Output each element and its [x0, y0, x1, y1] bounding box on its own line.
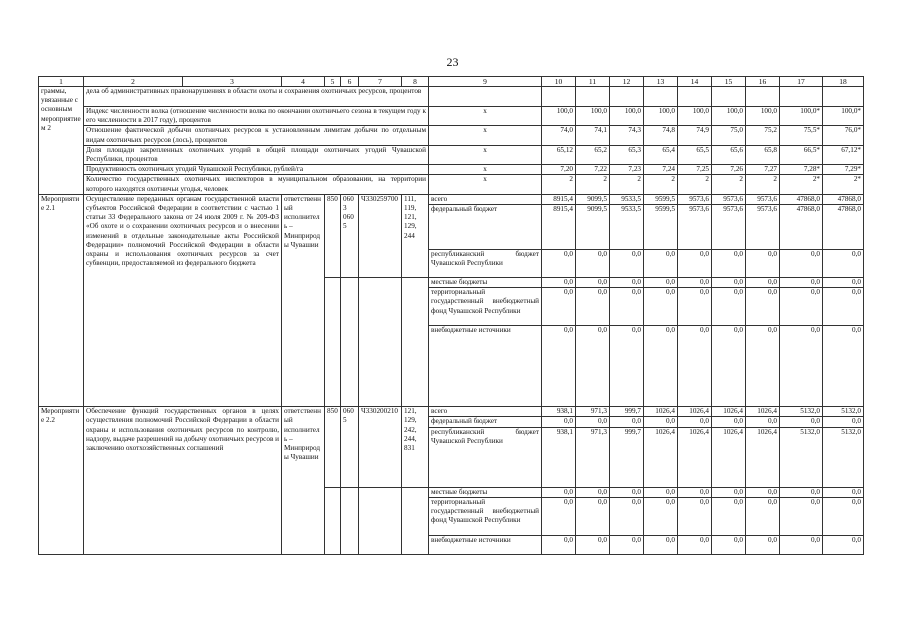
- indicator-x: x: [429, 145, 542, 164]
- indicator-value: 2: [644, 175, 678, 194]
- funding-value: 0,0: [644, 326, 678, 407]
- funding-value: 0,0: [712, 250, 746, 278]
- indicator-value: 65,3: [610, 145, 644, 164]
- funding-source: территориальный государственный внебюджетный фонд Чувашской Республики: [429, 497, 542, 535]
- indicator-row: [39, 87, 864, 107]
- funding-value: 0,0: [576, 487, 610, 497]
- funding-value: 0,0: [746, 288, 780, 326]
- indicator-value: [780, 87, 823, 107]
- funding-value: 0,0: [678, 417, 712, 427]
- funding-value: 0,0: [542, 288, 576, 326]
- column-number-header: 6: [341, 77, 359, 87]
- indicator-value: 75,2: [746, 126, 780, 145]
- indicator-value: [746, 87, 780, 107]
- funding-value: 0,0: [780, 417, 823, 427]
- indicator-value: 7,24: [644, 165, 678, 175]
- funding-value: 0,0: [678, 326, 712, 407]
- indicator-value: 100,0: [746, 107, 780, 126]
- funding-value: 5132,0: [780, 407, 823, 417]
- funding-source: республиканский бюджет Чувашской Республики: [429, 250, 542, 278]
- funding-value: 0,0: [823, 417, 864, 427]
- funding-value: 0,0: [644, 250, 678, 278]
- funding-value: 938,1: [542, 407, 576, 417]
- indicator-value: [823, 87, 864, 107]
- indicator-value: 100,0: [644, 107, 678, 126]
- indicator-value: 65,8: [746, 145, 780, 164]
- empty-code-cell: [325, 487, 341, 554]
- page-number: 23: [446, 55, 459, 69]
- funding-value: 0,0: [576, 535, 610, 554]
- indicator-value: 100,0: [542, 107, 576, 126]
- funding-value: 0,0: [542, 417, 576, 427]
- column-number-header: 14: [678, 77, 712, 87]
- code-expense-type: 121, 129, 242, 244, 831: [402, 407, 429, 487]
- funding-value: 971,3: [576, 407, 610, 417]
- indicator-value: 7,22: [576, 165, 610, 175]
- funding-value: 9573,6: [712, 205, 746, 250]
- column-number-header: 4: [282, 77, 325, 87]
- funding-value: 5132,0: [823, 407, 864, 417]
- indicator-value: 100,0: [712, 107, 746, 126]
- funding-value: 0,0: [823, 535, 864, 554]
- funding-value: 0,0: [712, 487, 746, 497]
- funding-value: 0,0: [712, 326, 746, 407]
- funding-value: 8915,4: [542, 194, 576, 204]
- funding-value: 0,0: [746, 278, 780, 288]
- indicator-value: [542, 87, 576, 107]
- code-section: 0605: [341, 407, 359, 487]
- empty-code-cell: [359, 487, 402, 554]
- funding-value: 0,0: [678, 487, 712, 497]
- indicator-value: 2*: [823, 175, 864, 194]
- column-number-header: 12: [610, 77, 644, 87]
- funding-value: 0,0: [823, 487, 864, 497]
- indicator-value: 7,26: [712, 165, 746, 175]
- funding-value: 0,0: [780, 288, 823, 326]
- indicator-value: [712, 87, 746, 107]
- funding-value: 0,0: [542, 535, 576, 554]
- measure-name: Осуществление переданных органам государственной власти субъектов Российской Федерации в соответствии с частью 1 статьи 33 Федерального закона от 24 июля 2009 г. № 209-ФЗ «Об охоте и о сохранении охотничьих ресурсов и о внесении изменений в отдельные законодательные акты Российской Федерации» полномочий Российской Федерации в области охраны и использования охотничьих ресурсов за счет субвенции, предоставляемой из федерального бюджета: [84, 194, 282, 406]
- funding-value: 1026,4: [746, 407, 780, 417]
- funding-value: 0,0: [823, 497, 864, 535]
- indicator-value: 2: [746, 175, 780, 194]
- header-row: [39, 77, 864, 87]
- funding-source: местные бюджеты: [429, 278, 542, 288]
- funding-value: 0,0: [678, 278, 712, 288]
- empty-code-cell: [402, 487, 429, 554]
- funding-source: территориальный государственный внебюджетный фонд Чувашской Республики: [429, 288, 542, 326]
- indicator-value: [576, 87, 610, 107]
- funding-value: 999,7: [610, 427, 644, 487]
- indicator-value: 65,4: [644, 145, 678, 164]
- funding-value: 9099,5: [576, 194, 610, 204]
- funding-value: 1026,4: [746, 427, 780, 487]
- funding-value: 0,0: [644, 487, 678, 497]
- code-target: Ч330200210: [359, 407, 402, 487]
- column-number-header: 1: [39, 77, 84, 87]
- funding-value: 9573,6: [746, 194, 780, 204]
- funding-value: 0,0: [780, 326, 823, 407]
- indicator-value: 7,25: [678, 165, 712, 175]
- funding-value: 938,1: [542, 427, 576, 487]
- funding-value: 1026,4: [678, 407, 712, 417]
- indicator-text: Продуктивность охотничьих угодий Чувашской Республики, рублей/га: [84, 165, 429, 175]
- funding-value: 9533,5: [610, 194, 644, 204]
- indicator-row: [39, 145, 864, 164]
- funding-value: 0,0: [678, 535, 712, 554]
- indicator-text: Количество государственных охотничьих инспекторов в муниципальном образовании, на территории которого находятся охотничьи угодья, человек: [84, 175, 429, 194]
- funding-row: [39, 407, 864, 417]
- indicator-value: 2: [542, 175, 576, 194]
- indicator-value: 65,2: [576, 145, 610, 164]
- funding-value: 9573,6: [746, 205, 780, 250]
- funding-value: 0,0: [610, 288, 644, 326]
- responsible-executor: ответственный исполнитель – Минприроды Чувашии: [282, 194, 325, 406]
- funding-value: 0,0: [644, 535, 678, 554]
- funding-value: 0,0: [610, 250, 644, 278]
- funding-value: 1026,4: [678, 427, 712, 487]
- indicator-value: 100,0: [610, 107, 644, 126]
- code-expense-type: 111, 119, 121, 129, 244: [402, 194, 429, 277]
- measure-label: Мероприятие 2.1: [39, 194, 84, 406]
- funding-value: 47868,0: [780, 194, 823, 204]
- funding-value: 0,0: [542, 278, 576, 288]
- funding-value: 5132,0: [823, 427, 864, 487]
- empty-code-cell: [325, 278, 341, 407]
- funding-value: 0,0: [678, 250, 712, 278]
- empty-code-cell: [341, 278, 359, 407]
- indicator-row: [39, 126, 864, 145]
- funding-value: 0,0: [823, 326, 864, 407]
- funding-value: 0,0: [644, 417, 678, 427]
- funding-value: 0,0: [746, 250, 780, 278]
- funding-value: 1026,4: [712, 407, 746, 417]
- indicator-value: 65,5: [678, 145, 712, 164]
- indicator-value: [610, 87, 644, 107]
- funding-value: 0,0: [576, 250, 610, 278]
- funding-value: 0,0: [610, 497, 644, 535]
- funding-value: 0,0: [823, 250, 864, 278]
- column-number-header: 2: [84, 77, 183, 87]
- indicator-value: 100,0: [576, 107, 610, 126]
- funding-value: 47868,0: [823, 205, 864, 250]
- code-section: 0603 0605: [341, 194, 359, 277]
- indicator-value: 7,27: [746, 165, 780, 175]
- funding-source: республиканский бюджет Чувашской Республики: [429, 427, 542, 487]
- column-number-header: 5: [325, 77, 341, 87]
- funding-source: всего: [429, 194, 542, 204]
- indicator-value: 100,0*: [823, 107, 864, 126]
- funding-value: 0,0: [780, 487, 823, 497]
- column-number-header: 9: [429, 77, 542, 87]
- program-link-label: граммы, увязанные с основным мероприятием 2: [39, 87, 84, 195]
- funding-value: 8915,4: [542, 205, 576, 250]
- code-grbs: 850: [325, 407, 341, 487]
- indicator-value: 74,3: [610, 126, 644, 145]
- funding-value: 0,0: [542, 250, 576, 278]
- funding-value: 1026,4: [644, 427, 678, 487]
- indicator-text: Доля площади закрепленных охотничьих угодий в общей площади охотничьих угодий Чувашской Республики, процентов: [84, 145, 429, 164]
- column-number-header: 3: [183, 77, 282, 87]
- column-number-header: 10: [542, 77, 576, 87]
- indicator-value: 74,8: [644, 126, 678, 145]
- indicator-value: 100,0*: [780, 107, 823, 126]
- indicator-value: 7,29*: [823, 165, 864, 175]
- column-number-header: 11: [576, 77, 610, 87]
- funding-value: 0,0: [712, 497, 746, 535]
- funding-value: 1026,4: [644, 407, 678, 417]
- indicator-value: 65,12: [542, 145, 576, 164]
- funding-value: 0,0: [678, 288, 712, 326]
- funding-value: 0,0: [712, 535, 746, 554]
- funding-value: 0,0: [610, 326, 644, 407]
- indicator-value: 76,0*: [823, 126, 864, 145]
- funding-value: 47868,0: [823, 194, 864, 204]
- funding-value: 0,0: [610, 535, 644, 554]
- funding-source: федеральный бюджет: [429, 417, 542, 427]
- measure-label: Мероприятие 2.2: [39, 407, 84, 555]
- indicator-value: 2: [678, 175, 712, 194]
- funding-value: 0,0: [610, 417, 644, 427]
- indicator-value: 67,12*: [823, 145, 864, 164]
- column-number-header: 8: [402, 77, 429, 87]
- indicator-value: 100,0: [678, 107, 712, 126]
- code-target: Ч330259700: [359, 194, 402, 277]
- indicator-value: 66,5*: [780, 145, 823, 164]
- indicator-x: [429, 87, 542, 107]
- funding-value: 971,3: [576, 427, 610, 487]
- column-number-header: 13: [644, 77, 678, 87]
- funding-value: 0,0: [678, 497, 712, 535]
- funding-value: 5132,0: [780, 427, 823, 487]
- funding-value: 0,0: [644, 288, 678, 326]
- empty-code-cell: [341, 487, 359, 554]
- funding-value: 0,0: [823, 288, 864, 326]
- funding-value: 0,0: [746, 487, 780, 497]
- indicator-value: 2: [610, 175, 644, 194]
- funding-value: 0,0: [542, 326, 576, 407]
- column-number-header: 17: [780, 77, 823, 87]
- indicator-row: [39, 175, 864, 194]
- funding-value: 9573,6: [712, 194, 746, 204]
- indicator-x: x: [429, 107, 542, 126]
- indicator-value: 75,0: [712, 126, 746, 145]
- indicator-row: [39, 165, 864, 175]
- indicator-value: [644, 87, 678, 107]
- program-table: [38, 76, 864, 555]
- funding-value: 0,0: [542, 497, 576, 535]
- funding-value: 1026,4: [712, 427, 746, 487]
- funding-source: федеральный бюджет: [429, 205, 542, 250]
- funding-source: внебюджетные источники: [429, 326, 542, 407]
- column-number-header: 7: [359, 77, 402, 87]
- funding-value: 0,0: [780, 250, 823, 278]
- funding-value: 0,0: [712, 288, 746, 326]
- column-number-header: 15: [712, 77, 746, 87]
- funding-value: 9599,5: [644, 205, 678, 250]
- measure-name: Обеспечение функций государственных органов в целях осуществления полномочий Российской Федерации в области охраны и использования охотничьих ресурсов по контролю, надзору, выдаче разрешений на добычу охотничьих ресурсов и заключению охотхозяйственных соглашений: [84, 407, 282, 555]
- funding-value: 0,0: [746, 535, 780, 554]
- indicator-row: [39, 107, 864, 126]
- funding-source: всего: [429, 407, 542, 417]
- funding-value: 0,0: [823, 278, 864, 288]
- indicator-text: Индекс численности волка (отношение численности волка по окончании охотничьего сезона в текущем году к его численности в 2017 году), процентов: [84, 107, 429, 126]
- funding-value: 0,0: [780, 278, 823, 288]
- responsible-executor: ответственный исполнитель – Минприроды Чувашии: [282, 407, 325, 555]
- indicator-text: дела об административных правонарушениях в области охоты и сохранения охотничьих ресурсов, процентов: [84, 87, 429, 107]
- funding-value: 0,0: [712, 417, 746, 427]
- indicator-x: x: [429, 165, 542, 175]
- funding-value: 9099,5: [576, 205, 610, 250]
- indicator-value: 74,0: [542, 126, 576, 145]
- empty-code-cell: [359, 278, 402, 407]
- funding-value: 9599,5: [644, 194, 678, 204]
- indicator-value: 7,20: [542, 165, 576, 175]
- funding-value: 0,0: [780, 535, 823, 554]
- indicator-value: [678, 87, 712, 107]
- indicator-value: 7,28*: [780, 165, 823, 175]
- indicator-x: x: [429, 126, 542, 145]
- funding-value: 0,0: [780, 497, 823, 535]
- funding-value: 0,0: [644, 497, 678, 535]
- indicator-value: 2: [712, 175, 746, 194]
- funding-source: местные бюджеты: [429, 487, 542, 497]
- funding-source: внебюджетные источники: [429, 535, 542, 554]
- empty-code-cell: [402, 278, 429, 407]
- column-number-header: 18: [823, 77, 864, 87]
- funding-value: 0,0: [542, 487, 576, 497]
- indicator-value: 2*: [780, 175, 823, 194]
- funding-value: 999,7: [610, 407, 644, 417]
- funding-value: 9533,5: [610, 205, 644, 250]
- funding-value: 0,0: [610, 487, 644, 497]
- funding-value: 0,0: [610, 278, 644, 288]
- funding-value: 0,0: [576, 417, 610, 427]
- funding-value: 0,0: [746, 417, 780, 427]
- funding-value: 0,0: [746, 326, 780, 407]
- funding-value: 0,0: [576, 497, 610, 535]
- indicator-value: 74,1: [576, 126, 610, 145]
- funding-value: 0,0: [576, 326, 610, 407]
- indicator-x: x: [429, 175, 542, 194]
- column-number-header: 16: [746, 77, 780, 87]
- indicator-value: 75,5*: [780, 126, 823, 145]
- funding-value: 0,0: [576, 288, 610, 326]
- indicator-text: Отношение фактической добычи охотничьих ресурсов к установленным лимитам добычи по отдельным видам охотничьих ресурсов (лось), процентов: [84, 126, 429, 145]
- funding-value: 0,0: [644, 278, 678, 288]
- funding-value: 0,0: [576, 278, 610, 288]
- funding-value: 9573,6: [678, 194, 712, 204]
- indicator-value: 2: [576, 175, 610, 194]
- funding-row: [39, 194, 864, 204]
- funding-value: 9573,6: [678, 205, 712, 250]
- funding-value: 47868,0: [780, 205, 823, 250]
- indicator-value: 65,6: [712, 145, 746, 164]
- indicator-value: 7,23: [610, 165, 644, 175]
- funding-value: 0,0: [746, 497, 780, 535]
- code-grbs: 850: [325, 194, 341, 277]
- funding-value: 0,0: [712, 278, 746, 288]
- indicator-value: 74,9: [678, 126, 712, 145]
